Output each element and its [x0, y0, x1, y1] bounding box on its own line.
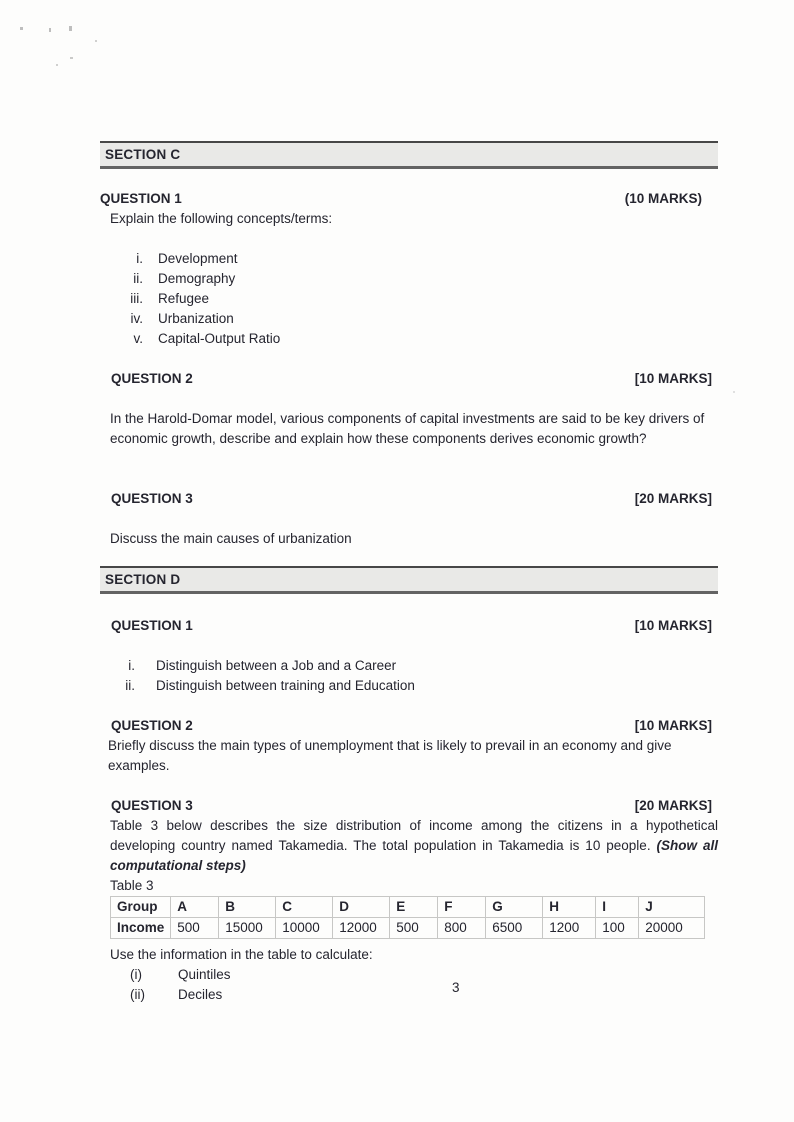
table-cell: E	[390, 897, 438, 918]
table-cell: 10000	[276, 918, 333, 939]
table-cell: 800	[438, 918, 486, 939]
list-item-number: iii.	[130, 291, 143, 306]
table-cell: A	[171, 897, 219, 918]
table-row-groups	[111, 897, 705, 918]
question-marks: [10 MARKS]	[634, 618, 712, 633]
question-title: QUESTION 2	[111, 371, 193, 386]
question-outro: Use the information in the table to calculate:	[110, 947, 373, 962]
scan-speck	[95, 40, 97, 42]
scan-speck	[49, 28, 51, 32]
list-item-number: i.	[128, 658, 135, 673]
question-heading-row	[111, 716, 718, 736]
paren-list	[100, 965, 718, 1005]
list-item	[100, 676, 718, 696]
table-cell: 20000	[639, 918, 705, 939]
list-item	[100, 329, 718, 349]
question-heading-row	[111, 616, 718, 636]
list-item	[100, 309, 718, 329]
question-title: QUESTION 1	[111, 618, 193, 633]
list-item-text: Demography	[158, 271, 236, 286]
question-title: QUESTION 3	[111, 798, 193, 813]
table-row-header: Income	[111, 918, 171, 939]
question-body: Discuss the main causes of urbanization	[110, 531, 352, 546]
table-cell: H	[543, 897, 596, 918]
question-marks: [10 MARKS]	[634, 718, 712, 733]
question-body-emphasis: (Show all computational steps)	[110, 838, 718, 873]
section-d-header	[100, 566, 718, 594]
question-body: In the Harold-Domar model, various components of capital investments are said to be key drivers of economic growth, describe and explain how these components derives economic growth?	[110, 411, 705, 446]
table-cell: 15000	[219, 918, 276, 939]
list-item-text: Distinguish between training and Education	[156, 678, 415, 693]
question-body	[110, 816, 718, 876]
roman-list	[100, 656, 718, 696]
question-body-text: Table 3 below describes the size distribution of income among the citizens in a hypothetical developing country named Takamedia. The total population in Takamedia is 10 people.	[110, 818, 718, 853]
scan-speck	[56, 64, 58, 66]
section-title: SECTION D	[105, 572, 181, 587]
list-item-text: Urbanization	[158, 311, 234, 326]
table-cell: 500	[171, 918, 219, 939]
question-title: QUESTION 2	[111, 718, 193, 733]
question-heading-row	[100, 189, 718, 209]
question-heading-row	[111, 796, 718, 816]
table-cell: 12000	[333, 918, 390, 939]
list-item	[100, 289, 718, 309]
question-marks: [10 MARKS]	[634, 371, 712, 386]
scan-speck	[733, 391, 735, 393]
list-item-text: Quintiles	[178, 967, 231, 982]
table-cell: 6500	[486, 918, 543, 939]
page-number: 3	[452, 980, 460, 995]
table-cell: G	[486, 897, 543, 918]
list-item-number: v.	[133, 331, 143, 346]
scan-speck	[70, 57, 73, 59]
table-row-incomes	[111, 918, 705, 939]
list-item	[100, 965, 718, 985]
question-title: QUESTION 3	[111, 491, 193, 506]
list-item-number: (i)	[130, 967, 142, 982]
table-row-header: Group	[111, 897, 171, 918]
question-body: Briefly discuss the main types of unemployment that is likely to prevail in an economy and give examples.	[108, 738, 672, 773]
table-cell: J	[639, 897, 705, 918]
question-marks: (10 MARKS)	[624, 191, 702, 206]
table-cell: 100	[596, 918, 639, 939]
list-item-number: ii.	[125, 678, 135, 693]
table-cell: I	[596, 897, 639, 918]
section-c-header	[100, 141, 718, 169]
roman-list	[100, 249, 718, 349]
scan-speck	[69, 26, 72, 31]
list-item	[100, 656, 718, 676]
table-cell: B	[219, 897, 276, 918]
list-item-text: Capital-Output Ratio	[158, 331, 281, 346]
scan-speck	[20, 27, 23, 30]
table-cell: C	[276, 897, 333, 918]
list-item-text: Deciles	[178, 987, 223, 1002]
table-cell: F	[438, 897, 486, 918]
list-item-text: Distinguish between a Job and a Career	[156, 658, 397, 673]
table-label: Table 3	[110, 878, 154, 893]
list-item-text: Refugee	[158, 291, 210, 306]
table-cell: D	[333, 897, 390, 918]
question-heading-row	[111, 369, 718, 389]
section-title: SECTION C	[105, 147, 181, 162]
list-item-number: (ii)	[130, 987, 145, 1002]
list-item	[100, 249, 718, 269]
question-title: QUESTION 1	[100, 191, 182, 206]
question-intro: Explain the following concepts/terms:	[110, 211, 333, 226]
list-item	[100, 269, 718, 289]
list-item-number: ii.	[133, 271, 143, 286]
list-item-number: i.	[136, 251, 143, 266]
question-marks: [20 MARKS]	[634, 798, 712, 813]
list-item-text: Development	[158, 251, 238, 266]
question-marks: [20 MARKS]	[634, 491, 712, 506]
list-item	[100, 985, 718, 1005]
list-item-number: iv.	[130, 311, 143, 326]
table-cell: 1200	[543, 918, 596, 939]
table-3	[110, 896, 705, 939]
table-cell: 500	[390, 918, 438, 939]
question-heading-row	[111, 489, 718, 509]
page-content	[100, 0, 718, 1005]
